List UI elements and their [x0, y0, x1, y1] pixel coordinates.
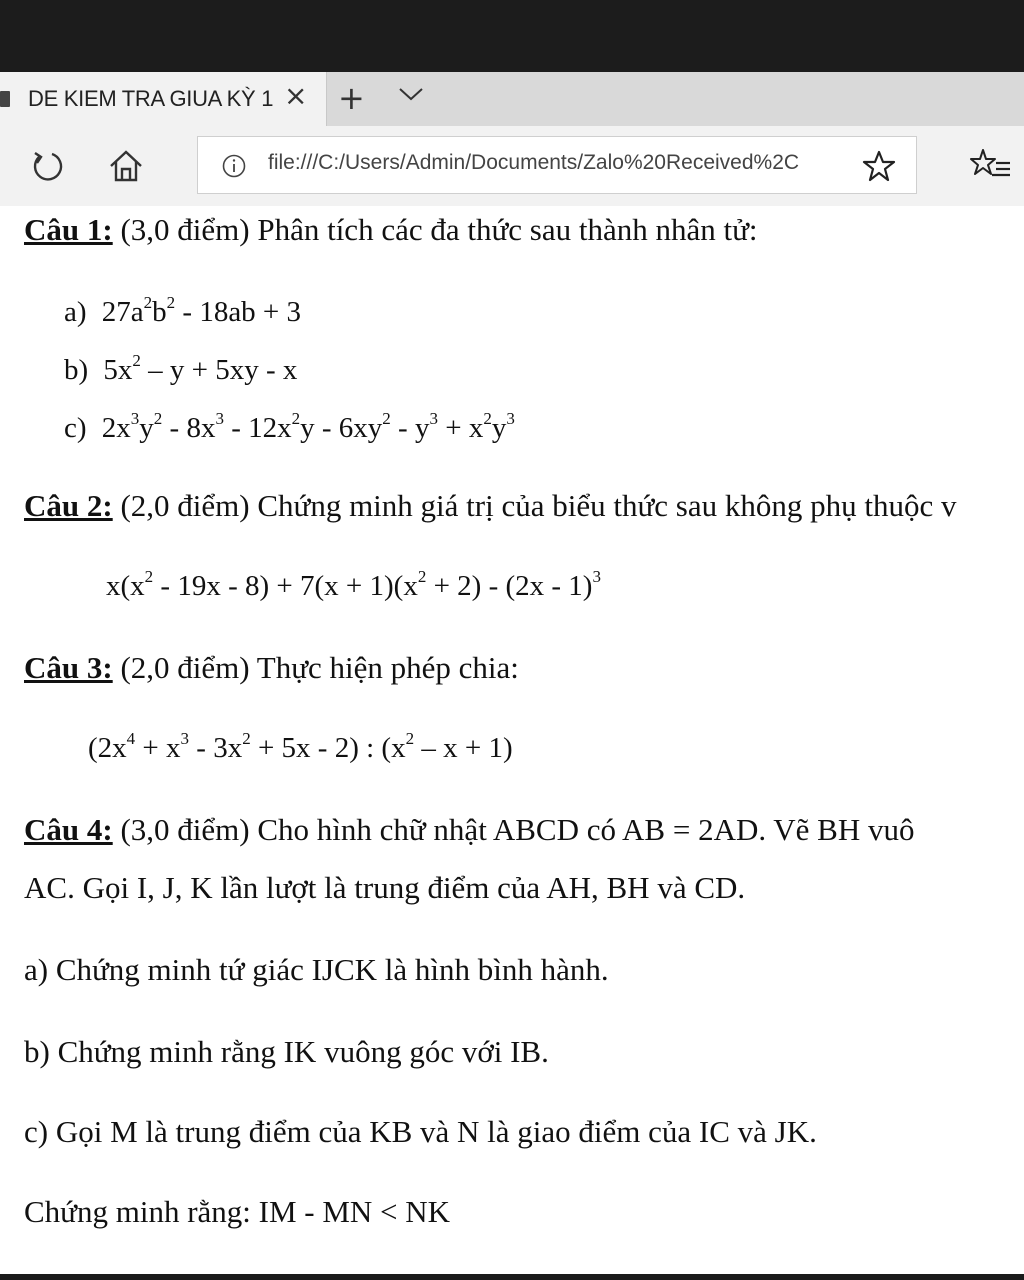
q1-item-a-prefix: a): [64, 296, 87, 328]
navigation-bar: [0, 126, 1024, 207]
question-2-text: (2,0 điểm) Chứng minh giá trị của biểu thức sau không phụ thuộc v: [112, 488, 957, 523]
question-1-text: (3,0 điểm) Phân tích các đa thức sau thành nhân tử:: [112, 212, 758, 247]
tab-strip: [0, 72, 1024, 126]
question-3-heading: [24, 652, 519, 683]
question-2-expression: $x(x^2 - 19x - 8) + 7(x + 1)(x^2 + 2) - (2x - 1)^3$: [106, 567, 601, 602]
address-bar[interactable]: [197, 136, 917, 194]
question-2-heading: [24, 490, 956, 521]
question-4-label: Câu 4:: [24, 812, 113, 847]
q1-item-b: [64, 351, 298, 386]
close-icon[interactable]: ×: [284, 79, 308, 112]
home-icon[interactable]: [108, 146, 144, 191]
tab-title: DE KIEM TRA GIUA KỲ 1: [28, 86, 274, 111]
q1-item-b-prefix: b): [64, 354, 89, 386]
question-4-heading: [24, 814, 915, 845]
q1-item-c: [64, 409, 515, 444]
q1-item-a: [64, 293, 302, 328]
tab-active[interactable]: [0, 72, 327, 126]
question-4-part-a: a) Chứng minh tứ giác IJCK là hình bình hành.: [24, 952, 609, 987]
question-4-text: (3,0 điểm) Cho hình chữ nhật ABCD có AB = 2AD. Vẽ BH vuô: [112, 812, 915, 847]
refresh-icon[interactable]: [30, 146, 66, 191]
info-icon[interactable]: [222, 154, 246, 183]
chevron-down-icon[interactable]: [398, 86, 424, 107]
question-4-part-b: b) Chứng minh rằng IK vuông góc với IB.: [24, 1034, 549, 1069]
q1-item-b-expr: $5x^2 - y + 5xy - x$: [103, 351, 298, 386]
top-dark-bar: [0, 0, 1024, 72]
document-icon: [0, 91, 10, 107]
question-4-part-c: c) Gọi M là trung điểm của KB và N là giao điểm của IC và JK.: [24, 1114, 817, 1149]
favorite-star-icon[interactable]: [862, 149, 896, 188]
q1-item-c-prefix: c): [64, 412, 87, 444]
question-3-expression: $(2x^4 + x^3 - 3x^2 + 5x - 2)$ : $(x^2 - x + 1)$: [88, 729, 513, 764]
favorites-hub-icon[interactable]: [970, 148, 1012, 187]
question-4-line-2: AC. Gọi I, J, K lần lượt là trung điểm của AH, BH và CD.: [24, 870, 746, 905]
question-2-label: Câu 2:: [24, 488, 113, 523]
question-1-label: Câu 1:: [24, 212, 113, 247]
question-3-label: Câu 3:: [24, 650, 113, 685]
document-page: [0, 206, 1024, 1274]
q1-item-c-expr: $2x^3y^2 - 8x^3 - 12x^2y - 6xy^2 - y^3 + x^2y^3$: [101, 409, 515, 444]
question-4-conclusion: Chứng minh rằng: IM - MN < NK: [24, 1194, 451, 1229]
question-1-heading: [24, 214, 758, 245]
new-tab-button[interactable]: +: [338, 79, 365, 117]
q1-item-a-expr: $27a^2b^2 - 18ab + 3$: [101, 293, 302, 328]
url-text[interactable]: file:///C:/Users/Admin/Documents/Zalo%20Received%2C: [268, 151, 800, 174]
question-3-text: (2,0 điểm) Thực hiện phép chia:: [112, 650, 519, 685]
bottom-dark-bar: [0, 1274, 1024, 1280]
